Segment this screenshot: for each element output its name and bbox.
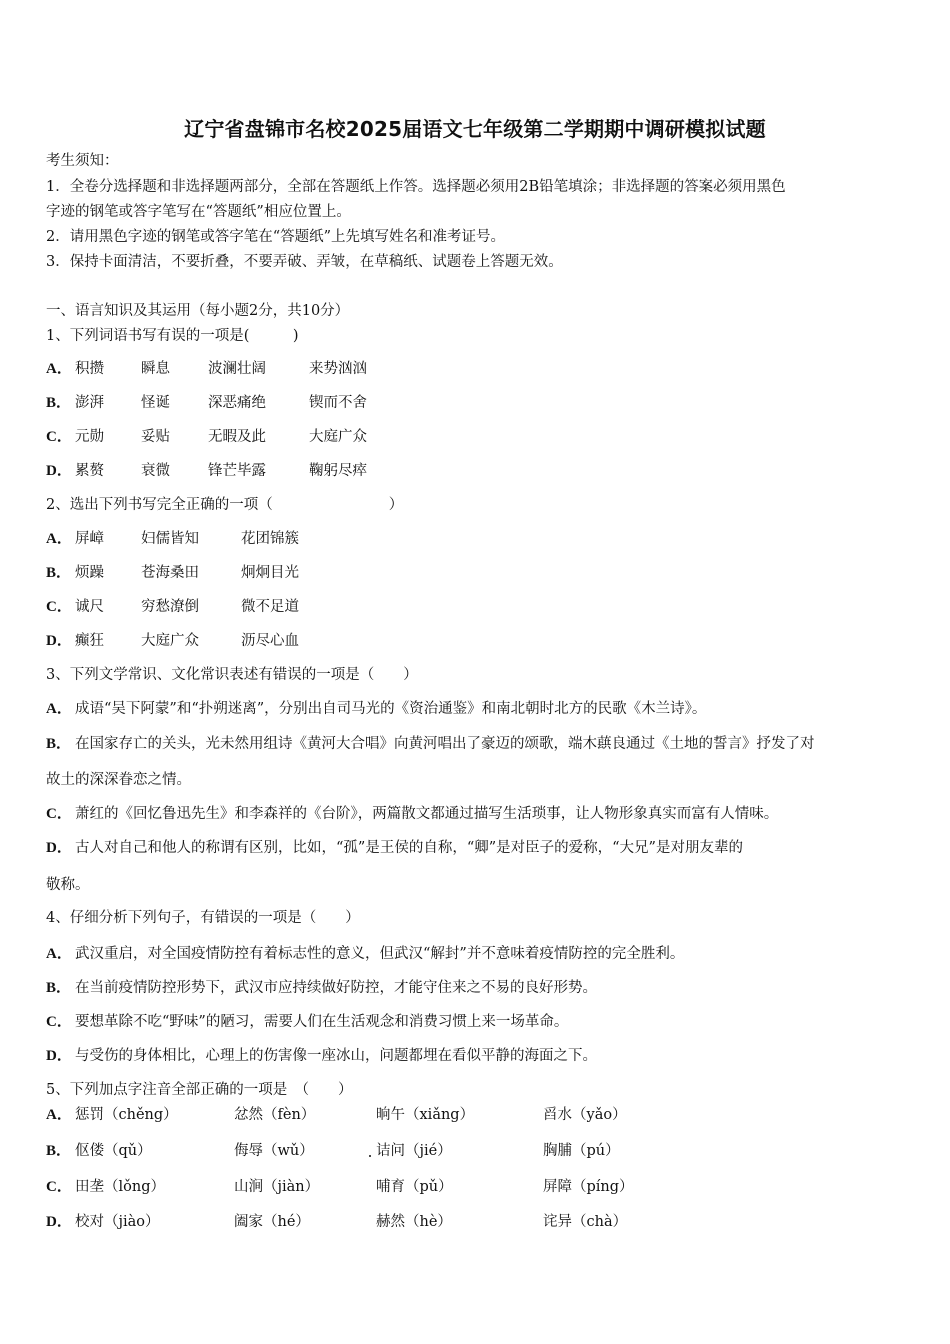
option-text: 萧红的《回忆鲁迅先生》和李森祥的《台阶》，两篇散文都通过描写生活琐事，让人物形象真实而富有人情味。 [75,806,779,822]
option-text: 与受伤的身体相比，心理上的伤害像一座冰山，问题都埋在看似平静的海面之下。 [75,1048,597,1064]
page-title: 辽宁省盘锦市名校2025届语文七年级第二学期期中调研模拟试题 [184,117,766,141]
notice-item: 1．全卷分选择题和非选择题两部分，全部在答题纸上作答。选择题必须用2B铅笔填涂；非选择题的答案必须用黑色 [46,179,786,195]
option-word: 伛偻（qǔ） [75,1143,152,1159]
question-stem: 1、下列词语书写有误的一项是( ) [46,328,299,344]
option-word: 无暇及此 [208,429,266,445]
option-text-continued: 故土的深深眷恋之情。 [46,772,191,788]
option-word: 苍海桑田 [141,565,199,581]
option-label: A． [46,361,72,377]
option-label: B． [46,736,72,752]
option-word: 鞠躬尽瘁 [309,463,367,479]
option-word: 深恶痛绝 [208,395,266,411]
option-word: 诘问（jié） [376,1143,452,1159]
option-word: 惩罚（chěng） [75,1107,178,1123]
option-label: A． [46,701,72,717]
option-word: 元勋 [75,429,104,445]
notice-item: 3．保持卡面清洁，不要折叠，不要弄破、弄皱，在草稿纸、试题卷上答题无效。 [46,254,563,270]
option-word: 炯炯目光 [241,565,299,581]
question-stem: 4、仔细分析下列句子，有错误的一项是（ ） [46,910,360,926]
option-word: 衰微 [141,463,170,479]
emphasis-dot [369,1155,371,1157]
question-stem: 2、选出下列书写完全正确的一项（ ） [46,497,404,513]
option-word: 阖家（hé） [234,1214,310,1230]
notice-heading: 考生须知： [46,153,119,169]
option-word: 晌午（xiǎng） [376,1107,475,1123]
option-word: 妇儒皆知 [141,531,199,547]
option-word: 田垄（lǒng） [75,1179,165,1195]
option-text: 在国家存亡的关头，光未然用组诗《黄河大合唱》向黄河唱出了豪迈的颂歌，端木蕻良通过《土地的誓言》抒发了对 [75,736,815,752]
option-label: C． [46,429,72,445]
notice-item: 2．请用黑色字迹的钢笔或答字笔在“答题纸”上先填写姓名和准考证号。 [46,229,506,245]
option-word: 忿然（fèn） [234,1107,316,1123]
option-word: 澎湃 [75,395,104,411]
option-label: D． [46,1214,72,1230]
option-word: 癫狂 [75,633,104,649]
option-text-continued: 敬称。 [46,877,90,893]
option-word: 赫然（hè） [376,1214,452,1230]
option-word: 累赘 [75,463,104,479]
option-text: 武汉重启，对全国疫情防控有着标志性的意义，但武汉“解封”并不意味着疫情防控的完全胜利。 [75,946,685,962]
option-word: 锲而不舍 [309,395,367,411]
option-label: A． [46,531,72,547]
option-label: B． [46,395,72,411]
option-word: 穷愁潦倒 [141,599,199,615]
option-word: 瞬息 [141,361,170,377]
option-label: C． [46,1179,72,1195]
option-word: 诧异（chà） [543,1214,628,1230]
option-word: 锋芒毕露 [208,463,266,479]
option-word: 哺育（pǔ） [376,1179,453,1195]
option-label: B． [46,980,72,996]
option-word: 来势汹汹 [309,361,367,377]
option-word: 烦躁 [75,565,104,581]
option-label: D． [46,840,72,856]
option-word: 怪诞 [141,395,170,411]
option-word: 侮辱（wǔ） [234,1143,314,1159]
option-label: C． [46,1014,72,1030]
option-word: 积攒 [75,361,104,377]
option-label: A． [46,946,72,962]
option-word: 校对（jiào） [75,1214,160,1230]
option-word: 胸脯（pú） [543,1143,620,1159]
option-word: 屏障（píng） [543,1179,634,1195]
option-word: 波澜壮阔 [208,361,266,377]
option-label: B． [46,565,72,581]
option-label: B． [46,1143,72,1159]
question-stem: 5、下列加点字注音全部正确的一项是 （ ） [46,1082,353,1098]
option-label: D． [46,463,72,479]
option-text: 古人对自己和他人的称谓有区别，比如，“孤”是王侯的自称，“卿”是对臣子的爱称，“大兄”是对朋友辈的 [75,840,743,856]
option-text: 在当前疫情防控形势下，武汉市应持续做好防控，才能守住来之不易的良好形势。 [75,980,597,996]
option-word: 大庭广众 [309,429,367,445]
section-heading: 一、语言知识及其运用（每小题2分，共10分） [46,303,350,319]
option-word: 沥尽心血 [241,633,299,649]
option-word: 微不足道 [241,599,299,615]
option-word: 大庭广众 [141,633,199,649]
option-word: 屏嶂 [75,531,104,547]
option-label: D． [46,633,72,649]
option-label: D． [46,1048,72,1064]
option-text: 成语“吴下阿蒙”和“扑朔迷离”，分别出自司马光的《资治通鉴》和南北朝时北方的民歌《木兰诗》。 [75,701,707,717]
notice-item: 字迹的钢笔或答字笔写在“答题纸”相应位置上。 [46,204,351,220]
option-word: 舀水（yǎo） [543,1107,627,1123]
option-word: 诚尺 [75,599,104,615]
option-text: 要想革除不吃“野味”的陋习，需要人们在生活观念和消费习惯上来一场革命。 [75,1014,569,1030]
option-word: 妥贴 [141,429,170,445]
option-label: C． [46,806,72,822]
option-label: A． [46,1107,72,1123]
option-word: 山涧（jiàn） [234,1179,320,1195]
option-label: C． [46,599,72,615]
question-stem: 3、下列文学常识、文化常识表述有错误的一项是（ ） [46,667,418,683]
option-word: 花团锦簇 [241,531,299,547]
